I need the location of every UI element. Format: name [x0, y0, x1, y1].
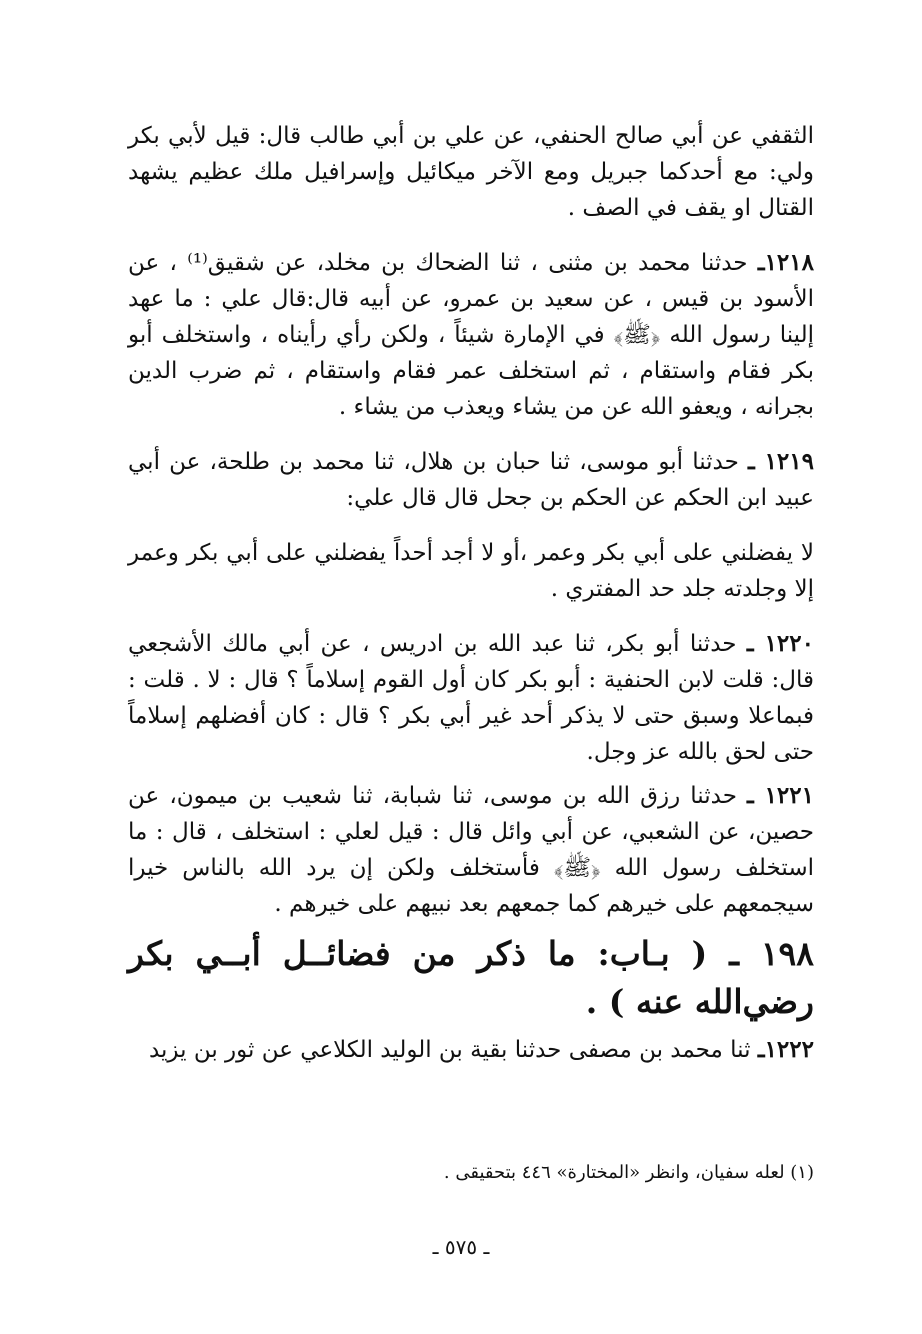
footnote: (١) لعله سفيان، وانظر «المختارة» ٤٤٦ بتحقيقى .: [443, 1162, 814, 1183]
hadith-1221: [128, 778, 814, 922]
hadith-1222: [128, 1032, 814, 1068]
hadith-number: ١٢١٩ ـ: [748, 448, 814, 475]
chapter-heading: ١٩٨ ـ ( بـاب: ما ذكر من فضائــل أبــي بكر رضي‌الله عنه ) .: [128, 934, 814, 1021]
page-number: ـ ٥٧٥ ـ: [432, 1235, 490, 1259]
paragraph-continuation: [128, 118, 814, 226]
hadith-text: حدثنا أبو بكر، ثنا عبد الله بن ادريس ، عن أبي مالك الأشجعي قال: قلت لابن الحنفية : أبو بكر كان أول القوم إسلاماً ؟ قال : لا . قلت : فبماعلا وسبق حتى لا يذكر أحد غير أبي بكر ؟ قال : كان أفضلهم إسلاماً حتى لحق بالله عز وجل.: [128, 631, 814, 765]
hadith-number: ١٢١٨ـ: [757, 249, 814, 276]
hadith-text: حدثنا محمد بن مثنى ، ثنا الضحاك بن مخلد، عن شقيق⁽¹⁾ ، عن الأسود بن قيس ، عن سعيد بن عمرو، عن أبيه قال:قال علي : ما عهد إلينا رسول الله ﴿ﷺ﴾ في الإمارة شيئاً ، ولكن رأي رأيناه ، واستخلف أبو بكر فقام واستقام ، ثم استخلف عمر فقام واستقام ، ثم ضرب الدين بجرانه ، ويعفو الله عن من يشاء ويعذب من يشاء .: [128, 250, 814, 420]
hadith-number: ١٢٢٢ـ: [757, 1036, 814, 1063]
hadith-number: ١٢٢٠ ـ: [746, 630, 814, 657]
hadith-text: حدثنا رزق الله بن موسى، ثنا شبابة، ثنا شعيب بن ميمون، عن حصين، عن الشعبي، عن أبي وائل قال : قيل لعلي : استخلف ، قال : ما استخلف رسول الله ﴿ﷺ﴾ فأستخلف ولكن إن يرد الله بالناس خيرا سيجمعهم على خيرهم كما جمعهم بعد نبيهم على خيرهم .: [128, 783, 814, 917]
hadith-text: حدثنا أبو موسى، ثنا حبان بن هلال، ثنا محمد بن طلحة، عن أبي عبيد ابن الحكم عن الحكم بن جحل قال قال علي:: [128, 449, 814, 511]
hadith-1219-quote: [128, 535, 814, 607]
hadith-1220: [128, 626, 814, 770]
hadith-1219: [128, 444, 814, 516]
hadith-1218: [128, 245, 814, 425]
hadith-text: ثنا محمد بن مصفى حدثنا بقية بن الوليد الكلاعي عن ثور بن يزيد: [148, 1037, 751, 1063]
paragraph-text: لا يفضلني على أبي بكر وعمر ،أو لا أجد أحداً يفضلني على أبي بكر وعمر إلا وجلدته جلد حد المفتري .: [128, 540, 814, 602]
page-body: [128, 118, 814, 1087]
paragraph-text: الثقفي عن أبي صالح الحنفي، عن علي بن أبي طالب قال: قيل لأبي بكر ولي: مع أحدكما جبريل ومع الآخر ميكائيل وإسرافيل ملك عظيم يشهد القتال او يقف في الصف .: [128, 123, 814, 221]
hadith-number: ١٢٢١ ـ: [747, 782, 814, 809]
